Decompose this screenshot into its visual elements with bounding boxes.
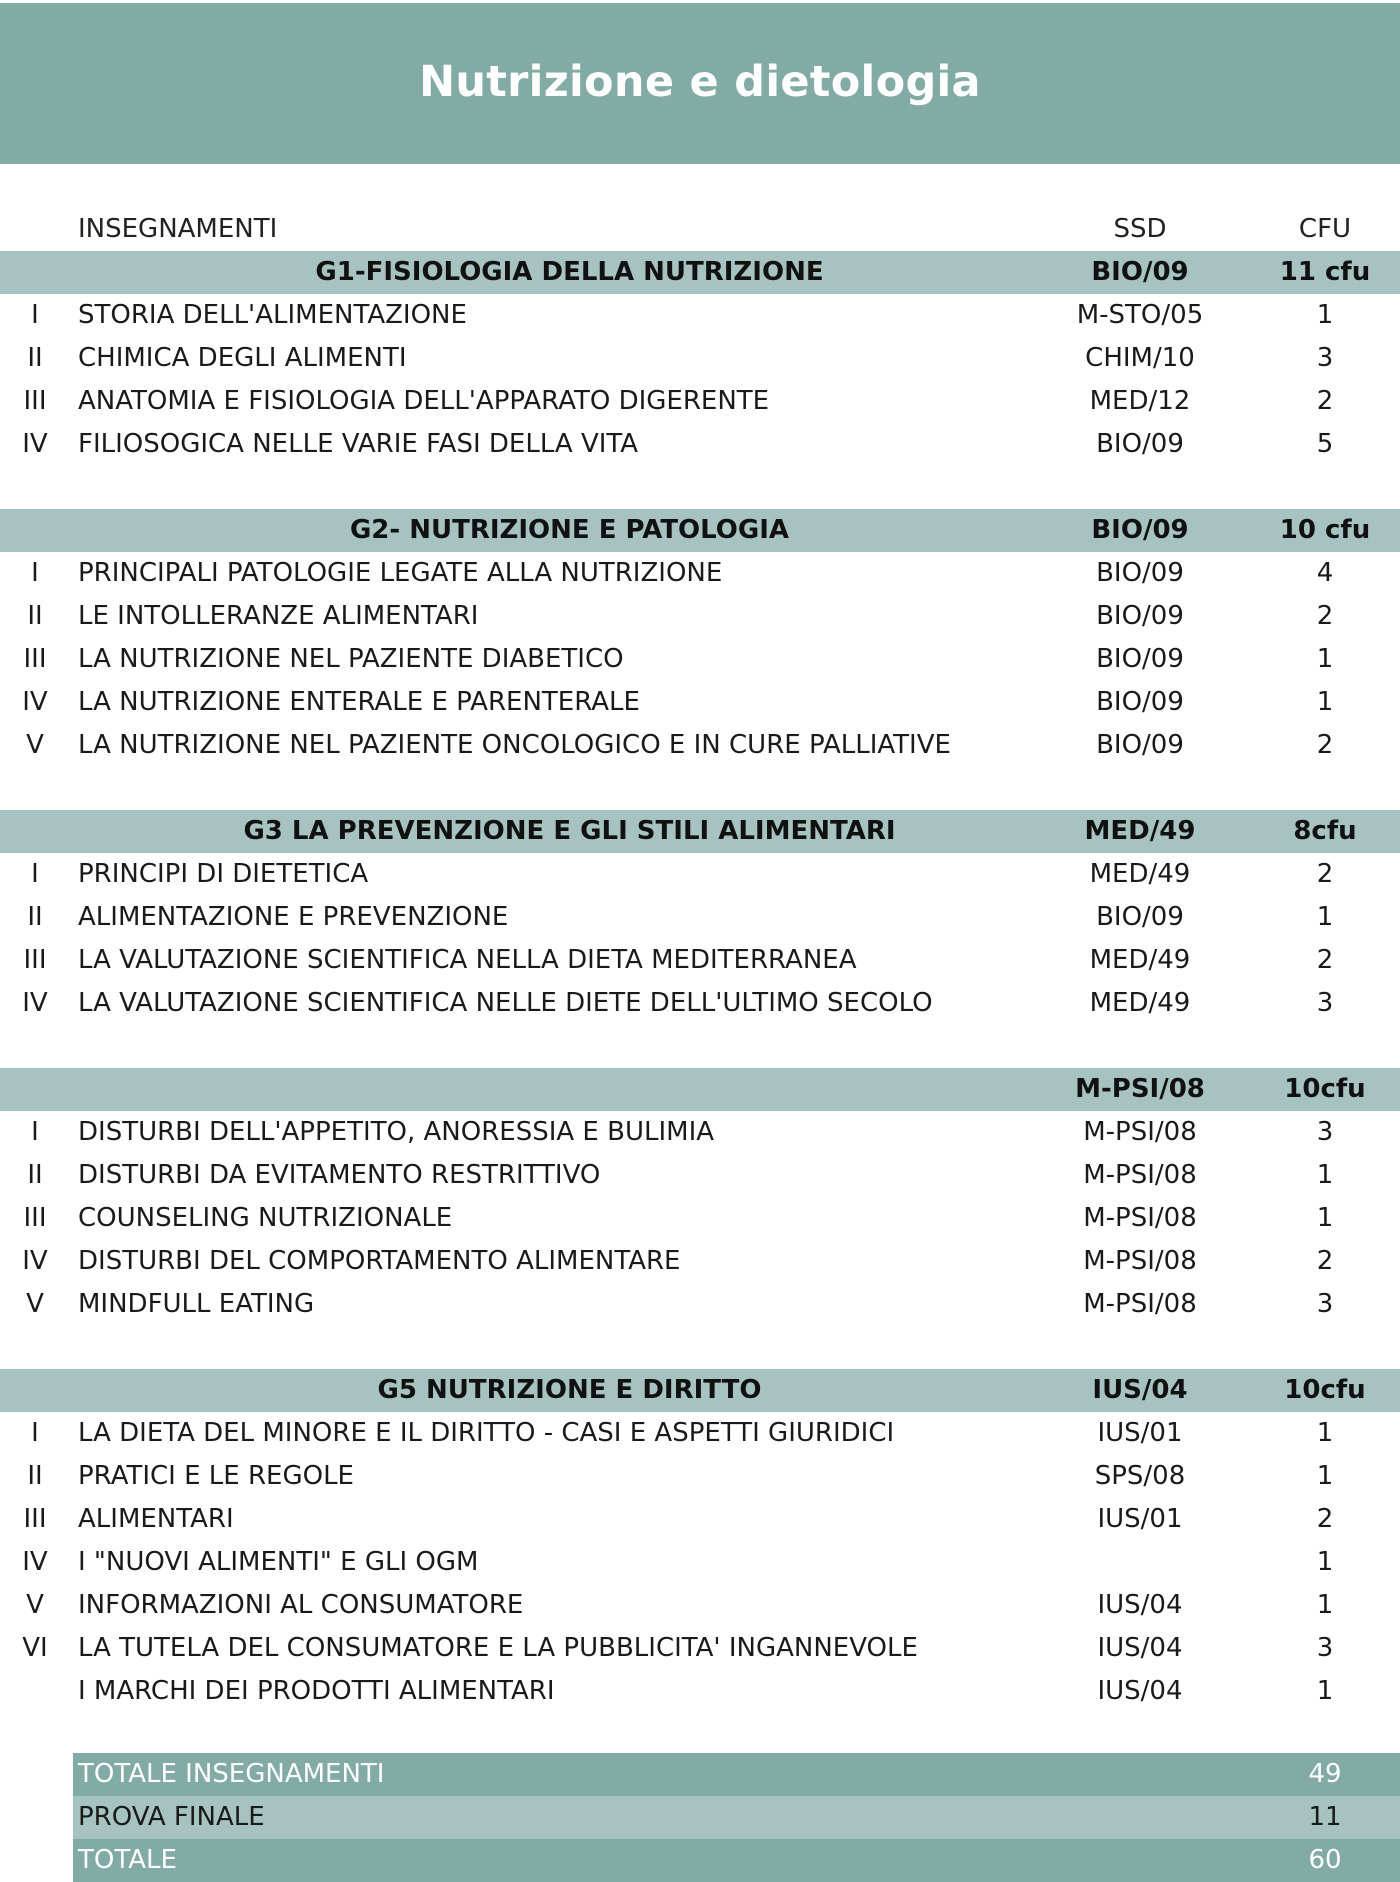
course-ssd: BIO/09 bbox=[1096, 687, 1184, 717]
course-number: I bbox=[31, 859, 39, 889]
totals-value: 60 bbox=[1308, 1845, 1342, 1875]
course-number: II bbox=[27, 902, 43, 932]
course-ssd: BIO/09 bbox=[1096, 644, 1184, 674]
course-row bbox=[0, 294, 1400, 337]
course-cfu: 1 bbox=[1316, 902, 1334, 932]
group-header-row bbox=[0, 1369, 1400, 1412]
group-ssd: BIO/09 bbox=[1091, 515, 1189, 545]
course-name: ANATOMIA E FISIOLOGIA DELL'APPARATO DIGERENTE bbox=[78, 386, 770, 416]
course-number: V bbox=[26, 730, 44, 760]
page-header bbox=[0, 3, 1400, 164]
course-number: IV bbox=[22, 1246, 48, 1276]
group-name: G5 NUTRIZIONE E DIRITTO bbox=[377, 1375, 762, 1405]
course-cfu: 3 bbox=[1316, 1117, 1334, 1147]
course-cfu: 2 bbox=[1316, 945, 1334, 975]
group-ssd: MED/49 bbox=[1084, 816, 1196, 846]
group-name: G1-FISIOLOGIA DELLA NUTRIZIONE bbox=[315, 257, 824, 287]
course-ssd: M-STO/05 bbox=[1076, 300, 1204, 330]
course-number: IV bbox=[22, 429, 48, 459]
course-ssd: IUS/04 bbox=[1097, 1676, 1183, 1706]
course-row bbox=[0, 1283, 1400, 1326]
course-ssd: SPS/08 bbox=[1094, 1461, 1186, 1491]
course-row bbox=[0, 853, 1400, 896]
column-header-insegnamenti: INSEGNAMENTI bbox=[78, 214, 278, 244]
course-number: III bbox=[23, 644, 47, 674]
course-name: LA NUTRIZIONE NEL PAZIENTE ONCOLOGICO E IN CURE PALLIATIVE bbox=[78, 730, 951, 760]
course-ssd: M-PSI/08 bbox=[1083, 1117, 1197, 1147]
course-cfu: 1 bbox=[1316, 300, 1334, 330]
course-name: LE INTOLLERANZE ALIMENTARI bbox=[78, 601, 479, 631]
course-cfu: 1 bbox=[1316, 1590, 1334, 1620]
group-spacer bbox=[0, 466, 1400, 509]
course-name: COUNSELING NUTRIZIONALE bbox=[78, 1203, 453, 1233]
group-cfu: 11 cfu bbox=[1279, 257, 1371, 287]
course-ssd: MED/49 bbox=[1089, 988, 1191, 1018]
course-name: MINDFULL EATING bbox=[78, 1289, 315, 1319]
course-ssd: BIO/09 bbox=[1096, 601, 1184, 631]
course-cfu: 2 bbox=[1316, 730, 1334, 760]
totals-row bbox=[73, 1796, 1400, 1839]
course-name: DISTURBI DELL'APPETITO, ANORESSIA E BULIMIA bbox=[78, 1117, 715, 1147]
course-row bbox=[0, 982, 1400, 1025]
course-cfu: 2 bbox=[1316, 1246, 1334, 1276]
course-row bbox=[0, 939, 1400, 982]
course-row bbox=[0, 552, 1400, 595]
course-row bbox=[0, 681, 1400, 724]
course-row bbox=[0, 896, 1400, 939]
course-number: IV bbox=[22, 988, 48, 1018]
course-row bbox=[0, 1627, 1400, 1670]
course-number: III bbox=[23, 1203, 47, 1233]
course-cfu: 3 bbox=[1316, 343, 1334, 373]
course-ssd: MED/49 bbox=[1089, 945, 1191, 975]
course-row bbox=[0, 1541, 1400, 1584]
course-name: DISTURBI DA EVITAMENTO RESTRITTIVO bbox=[78, 1160, 601, 1190]
course-number: II bbox=[27, 1461, 43, 1491]
course-cfu: 3 bbox=[1316, 1633, 1334, 1663]
totals-label: PROVA FINALE bbox=[78, 1802, 265, 1832]
course-row bbox=[0, 1584, 1400, 1627]
course-name: FILIOSOGICA NELLE VARIE FASI DELLA VITA bbox=[78, 429, 639, 459]
course-cfu: 1 bbox=[1316, 1418, 1334, 1448]
group-cfu: 8cfu bbox=[1293, 816, 1357, 846]
course-cfu: 4 bbox=[1316, 558, 1334, 588]
course-cfu: 1 bbox=[1316, 687, 1334, 717]
course-cfu: 1 bbox=[1316, 1547, 1334, 1577]
group-ssd: BIO/09 bbox=[1091, 257, 1189, 287]
group-header-row bbox=[0, 810, 1400, 853]
course-ssd: MED/12 bbox=[1089, 386, 1191, 416]
course-name: LA NUTRIZIONE ENTERALE E PARENTERALE bbox=[78, 687, 640, 717]
column-header-row bbox=[0, 208, 1400, 251]
course-row bbox=[0, 337, 1400, 380]
course-number: III bbox=[23, 945, 47, 975]
course-cfu: 3 bbox=[1316, 1289, 1334, 1319]
group-cfu: 10cfu bbox=[1284, 1074, 1366, 1104]
group-spacer bbox=[0, 1326, 1400, 1369]
course-ssd: IUS/04 bbox=[1097, 1633, 1183, 1663]
course-row bbox=[0, 1197, 1400, 1240]
course-row bbox=[0, 595, 1400, 638]
course-ssd: IUS/01 bbox=[1097, 1418, 1183, 1448]
course-ssd: IUS/01 bbox=[1097, 1504, 1183, 1534]
course-number: IV bbox=[22, 1547, 48, 1577]
course-row bbox=[0, 1111, 1400, 1154]
course-number: V bbox=[26, 1289, 44, 1319]
course-name: LA VALUTAZIONE SCIENTIFICA NELLE DIETE DELL'ULTIMO SECOLO bbox=[78, 988, 933, 1018]
course-ssd: BIO/09 bbox=[1096, 429, 1184, 459]
course-name: ALIMENTAZIONE E PREVENZIONE bbox=[78, 902, 509, 932]
course-row bbox=[0, 1498, 1400, 1541]
group-name: G3 LA PREVENZIONE E GLI STILI ALIMENTARI bbox=[243, 816, 896, 846]
totals-block bbox=[73, 1753, 1400, 1882]
totals-row bbox=[73, 1753, 1400, 1796]
course-name: CHIMICA DEGLI ALIMENTI bbox=[78, 343, 407, 373]
totals-label: TOTALE INSEGNAMENTI bbox=[78, 1759, 385, 1789]
course-number: II bbox=[27, 601, 43, 631]
course-name: PRINCIPI DI DIETETICA bbox=[78, 859, 369, 889]
course-cfu: 1 bbox=[1316, 1203, 1334, 1233]
course-cfu: 5 bbox=[1316, 429, 1334, 459]
course-cfu: 3 bbox=[1316, 988, 1334, 1018]
course-cfu: 1 bbox=[1316, 1160, 1334, 1190]
course-ssd: M-PSI/08 bbox=[1083, 1289, 1197, 1319]
course-name: INFORMAZIONI AL CONSUMATORE bbox=[78, 1590, 524, 1620]
course-cfu: 2 bbox=[1316, 1504, 1334, 1534]
group-ssd: M-PSI/08 bbox=[1075, 1074, 1205, 1104]
course-name: ALIMENTARI bbox=[78, 1504, 234, 1534]
course-number: V bbox=[26, 1590, 44, 1620]
course-ssd: MED/49 bbox=[1089, 859, 1191, 889]
course-row bbox=[0, 724, 1400, 767]
course-row bbox=[0, 1412, 1400, 1455]
totals-value: 11 bbox=[1308, 1802, 1342, 1832]
course-cfu: 1 bbox=[1316, 1676, 1334, 1706]
totals-row bbox=[73, 1839, 1400, 1882]
course-number: VI bbox=[22, 1633, 48, 1663]
group-spacer bbox=[0, 767, 1400, 810]
course-name: LA DIETA DEL MINORE E IL DIRITTO - CASI E ASPETTI GIURIDICI bbox=[78, 1418, 895, 1448]
course-ssd: IUS/04 bbox=[1097, 1590, 1183, 1620]
group-header-row bbox=[0, 251, 1400, 294]
group-cfu: 10cfu bbox=[1284, 1375, 1366, 1405]
course-number: II bbox=[27, 1160, 43, 1190]
group-spacer bbox=[0, 1025, 1400, 1068]
group-cfu: 10 cfu bbox=[1279, 515, 1371, 545]
course-cfu: 2 bbox=[1316, 386, 1334, 416]
course-name: LA VALUTAZIONE SCIENTIFICA NELLA DIETA MEDITERRANEA bbox=[78, 945, 857, 975]
course-number: III bbox=[23, 386, 47, 416]
course-ssd: BIO/09 bbox=[1096, 730, 1184, 760]
group-ssd: IUS/04 bbox=[1092, 1375, 1188, 1405]
totals-value: 49 bbox=[1308, 1759, 1342, 1789]
course-number: IV bbox=[22, 687, 48, 717]
course-name: STORIA DELL'ALIMENTAZIONE bbox=[78, 300, 467, 330]
course-number: I bbox=[31, 558, 39, 588]
course-name: I "NUOVI ALIMENTI" E GLI OGM bbox=[78, 1547, 479, 1577]
course-cfu: 2 bbox=[1316, 601, 1334, 631]
column-header-ssd: SSD bbox=[1113, 214, 1167, 244]
course-number: I bbox=[31, 1117, 39, 1147]
column-header-cfu: CFU bbox=[1298, 214, 1352, 244]
course-ssd: M-PSI/08 bbox=[1083, 1203, 1197, 1233]
course-row bbox=[0, 1670, 1400, 1713]
course-number: I bbox=[31, 300, 39, 330]
course-ssd: CHIM/10 bbox=[1085, 343, 1195, 373]
course-row bbox=[0, 380, 1400, 423]
course-ssd: BIO/09 bbox=[1096, 902, 1184, 932]
course-cfu: 1 bbox=[1316, 644, 1334, 674]
course-name: DISTURBI DEL COMPORTAMENTO ALIMENTARE bbox=[78, 1246, 681, 1276]
group-header-row bbox=[0, 509, 1400, 552]
course-row bbox=[0, 1240, 1400, 1283]
course-name: I MARCHI DEI PRODOTTI ALIMENTARI bbox=[78, 1676, 555, 1706]
group-header-row bbox=[0, 1068, 1400, 1111]
totals-label: TOTALE bbox=[78, 1845, 177, 1875]
course-name: PRATICI E LE REGOLE bbox=[78, 1461, 354, 1491]
page-title: Nutrizione e dietologia bbox=[419, 56, 981, 107]
course-row bbox=[0, 1455, 1400, 1498]
course-ssd: M-PSI/08 bbox=[1083, 1160, 1197, 1190]
course-number: III bbox=[23, 1504, 47, 1534]
course-number: II bbox=[27, 343, 43, 373]
course-cfu: 2 bbox=[1316, 859, 1334, 889]
course-row bbox=[0, 423, 1400, 466]
course-row bbox=[0, 1154, 1400, 1197]
course-ssd: M-PSI/08 bbox=[1083, 1246, 1197, 1276]
course-name: PRINCIPALI PATOLOGIE LEGATE ALLA NUTRIZIONE bbox=[78, 558, 723, 588]
group-name: G2- NUTRIZIONE E PATOLOGIA bbox=[349, 515, 790, 545]
course-name: LA NUTRIZIONE NEL PAZIENTE DIABETICO bbox=[78, 644, 624, 674]
course-cfu: 1 bbox=[1316, 1461, 1334, 1491]
course-number: I bbox=[31, 1418, 39, 1448]
course-name: LA TUTELA DEL CONSUMATORE E LA PUBBLICITA' INGANNEVOLE bbox=[78, 1633, 918, 1663]
curriculum-table bbox=[0, 208, 1400, 1713]
course-row bbox=[0, 638, 1400, 681]
course-ssd: BIO/09 bbox=[1096, 558, 1184, 588]
